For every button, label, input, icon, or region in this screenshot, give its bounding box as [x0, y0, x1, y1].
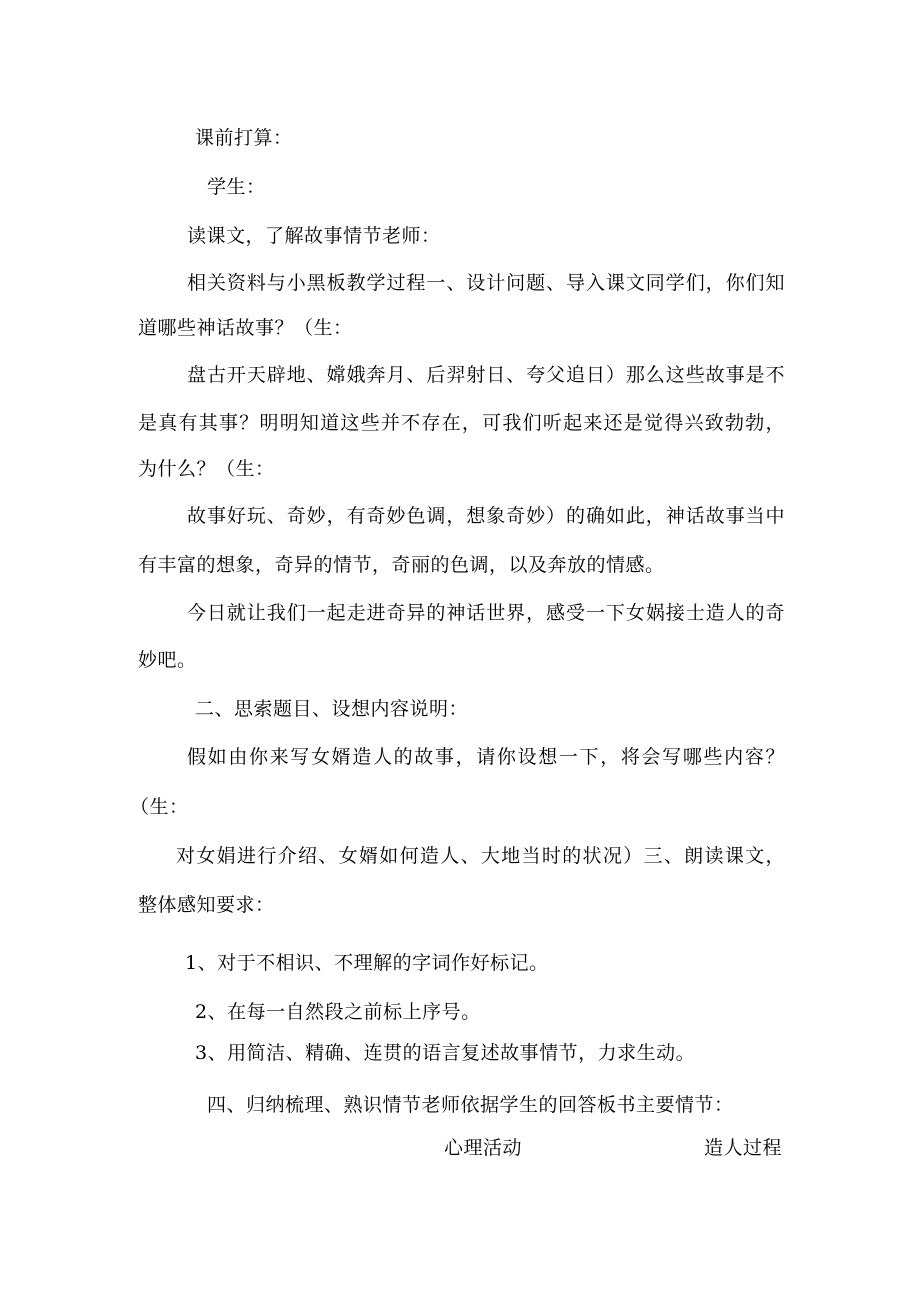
text-line-rich-imagination: 有丰富的想象，奇异的情节，奇丽的色调，以及奔放的情感。: [138, 554, 665, 576]
text-line-interesting: 故事好玩、奇妙，有奇妙色调，想象奇妙）的确如此，神话故事当中: [187, 505, 785, 527]
list-item-1: 1、对于不相识、不理解的字词作好标记。: [185, 952, 549, 974]
text-line-really-true: 是真有其事？明明知道这些并不存在，可我们听起来还是觉得兴致勃勃，: [138, 412, 785, 434]
column-header-creation-process: 造人过程: [704, 1137, 783, 1159]
text-line-why: 为什么？（生：: [138, 458, 275, 480]
text-line-materials: 相关资料与小黑板教学过程一、设计问题、导入课文同学们，你们知: [187, 272, 785, 294]
text-line-if-you-write: 假如由你来写女婿造人的故事，请你设想一下，将会写哪些内容？: [187, 746, 785, 768]
list-item-2: 2、在每一自然段之前标上序号。: [195, 1001, 481, 1023]
list-item-3: 3、用简洁、精确、连贯的语言复述故事情节，力求生动。: [195, 1042, 696, 1064]
text-line-prep: 课前打算：: [195, 127, 293, 149]
text-line-myth-list: 盘古开天辟地、嫦娥奔月、后羿射日、夸父追日）那么这些故事是不: [187, 364, 785, 386]
section-heading-two: 二、思索题目、设想内容说明：: [195, 698, 469, 720]
text-line-overall: 整体感知要求：: [138, 894, 275, 916]
text-line-today: 今日就让我们一起走进奇异的神话世界，感受一下女娲接士造人的奇: [187, 602, 785, 624]
text-line-students: 学生：: [207, 176, 266, 198]
section-heading-four: 四、归纳梳理、熟识情节老师依据学生的回答板书主要情节：: [207, 1094, 734, 1116]
text-line-which-myths: 道哪些神话故事？（生：: [138, 317, 353, 339]
text-line-read-text: 读课文，了解故事情节老师：: [187, 225, 441, 247]
text-line-introduce: 对女娟进行介绍、女婿如何造人、大地当时的状况）三、朗读课文，: [176, 845, 785, 867]
text-line-sheng: （生：: [130, 796, 189, 818]
text-line-wonder: 妙吧。: [138, 649, 197, 671]
column-header-psychology: 心理活动: [444, 1137, 523, 1159]
